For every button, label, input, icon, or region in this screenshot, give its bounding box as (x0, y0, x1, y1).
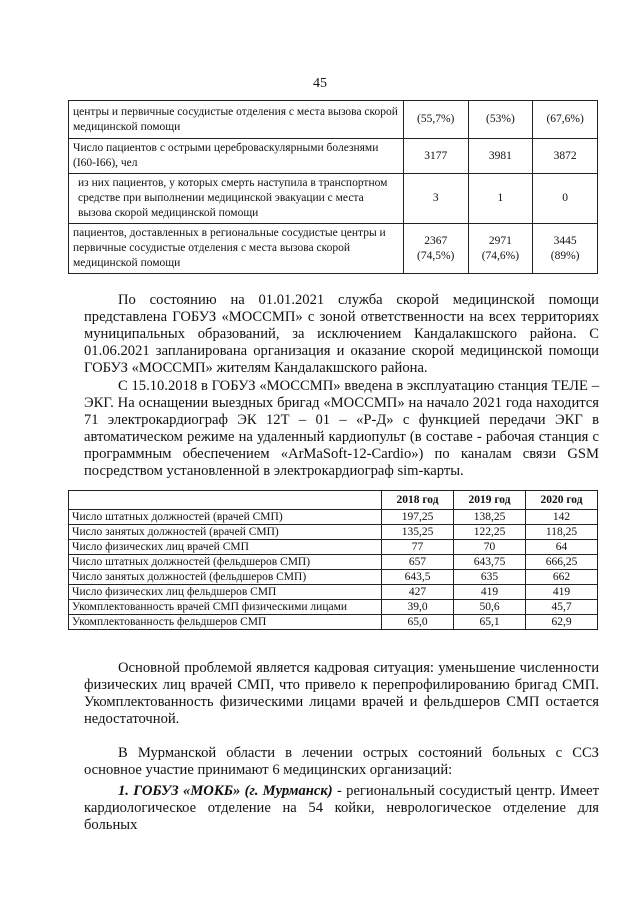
table-cell-2019: 3981 (468, 139, 533, 174)
table-cell-2019: 65,1 (454, 615, 526, 630)
table-cell-label: Число штатных должностей (фельдшеров СМП) (69, 555, 382, 570)
table-cell-2019: (53%) (468, 101, 533, 139)
cell-value: 2367 (424, 234, 448, 247)
table-cell-2018: 427 (382, 585, 454, 600)
table-cell-2019: 70 (454, 540, 526, 555)
table-row (69, 570, 598, 585)
table-cell-2018: 3177 (403, 139, 468, 174)
table-cell-2019: 50,6 (454, 600, 526, 615)
table-header-empty (69, 491, 382, 510)
table-cell-2018: 197,25 (382, 510, 454, 525)
table-cell-2019: 419 (454, 585, 526, 600)
table-cell-2020: 419 (526, 585, 598, 600)
table-cell-label: пациентов, доставленных в региональные сосудистые центры и первичные сосудистые отделения с места вызова скорой медицинской помощи (69, 224, 404, 274)
table-cell-label: Укомплектованность врачей СМП физическими лицами (69, 600, 382, 615)
table-cell-2020: 64 (526, 540, 598, 555)
paragraph-staffing-problem: Основной проблемой является кадровая ситуация: уменьшение численности физических лиц врачей СМП, что привело к перепрофилированию бригад СМП. Укомплектованность физическими лицами врачей и фельдшеров СМП остается недостаточной. (84, 660, 599, 727)
table-row (69, 174, 598, 224)
table-cell-2019 (468, 224, 533, 274)
table-cell-label: Число занятых должностей (врачей СМП) (69, 525, 382, 540)
table-cell-2020: 662 (526, 570, 598, 585)
table-cell-label: Число штатных должностей (врачей СМП) (69, 510, 382, 525)
table-cell-2018 (403, 224, 468, 274)
table-cell-2018: 39,0 (382, 600, 454, 615)
table-cell-2018: 65,0 (382, 615, 454, 630)
table-cell-label: Число пациентов с острыми цереброваскулярными болезнями (I60-I66), чел (69, 139, 404, 174)
table-cell-2020: (67,6%) (533, 101, 598, 139)
table-cell-2018: 135,25 (382, 525, 454, 540)
table-cell-2018: 643,5 (382, 570, 454, 585)
table-cell-label: центры и первичные сосудистые отделения с места вызова скорой медицинской помощи (69, 101, 404, 139)
table-cell-label: из них пациентов, у которых смерть наступила в транспортном средстве при выполнении медицинской эвакуации с места вызова скорой медицинской помощи (69, 174, 404, 224)
table-header-2019: 2019 год (454, 491, 526, 510)
table-cell-2020: 62,9 (526, 615, 598, 630)
table-cell-2020: 666,25 (526, 555, 598, 570)
table-cell-2019: 1 (468, 174, 533, 224)
table-row (69, 540, 598, 555)
table-row (69, 615, 598, 630)
table-header-2018: 2018 год (382, 491, 454, 510)
cell-percent: (74,6%) (481, 249, 520, 262)
table-row (69, 600, 598, 615)
table-cell-2020: 118,25 (526, 525, 598, 540)
table-cell-label: Укомплектованность фельдшеров СМП (69, 615, 382, 630)
table-cell-2019: 635 (454, 570, 526, 585)
table-cell-label: Число физических лиц врачей СМП (69, 540, 382, 555)
table-row (69, 585, 598, 600)
table-cell-2020: 3872 (533, 139, 598, 174)
table-cell-2018: 3 (403, 174, 468, 224)
table-header-row (69, 491, 598, 510)
paragraph-tele-ecg: С 15.10.2018 в ГОБУЗ «МОССМП» введена в эксплуатацию станция ТЕЛЕ – ЭКГ. На оснащении выездных бригад «МОССМП» на начало 2021 года находится 71 электрокардиограф ЭК 12Т – 01 – «Р-Д» с функцией передачи ЭКГ в автоматическом режиме на удаленный кардиопульт (в составе - рабочая станция с программным обеспечением «ArMaSoft-12-Cardio») по каналам связи GSM посредством установленной в электрокардиограф sim-карты. (84, 378, 599, 479)
table-cell-2020 (533, 224, 598, 274)
table-cell-label: Число занятых должностей (фельдшеров СМП) (69, 570, 382, 585)
paragraph-mokb (84, 783, 599, 834)
org-description: - региональный сосудистый центр. Имеет кардиологическое отделение на 54 койки, неврологическое отделение для больных (84, 783, 599, 833)
org-name: 1. ГОБУЗ «МОКБ» (118, 783, 241, 799)
cell-value: 2971 (488, 234, 512, 247)
cell-value: 3445 (553, 234, 577, 247)
paragraph-medical-organizations: В Мурманской области в лечении острых состояний больных с ССЗ основное участие принимают 6 медицинских организаций: (84, 745, 599, 778)
table-cell-2018: 657 (382, 555, 454, 570)
staffing-table (68, 490, 598, 630)
table-row (69, 101, 598, 139)
table-cell-2018: (55,7%) (403, 101, 468, 139)
table-cell-2018: 77 (382, 540, 454, 555)
table-row (69, 139, 598, 174)
table-header-2020: 2020 год (526, 491, 598, 510)
table-row (69, 525, 598, 540)
org-city: (г. Мурманск) (244, 783, 333, 799)
paragraph-service-coverage: По состоянию на 01.01.2021 служба скорой медицинской помощи представлена ГОБУЗ «МОССМП» с зоной ответственности на всех территориях муниципальных образований, за исключением Кандалакшского района. С 01.06.2021 запланирована организация и оказание скорой медицинской помощи ГОБУЗ «МОССМП» жителям Кандалакшского района. (84, 292, 599, 376)
table-cell-2020: 142 (526, 510, 598, 525)
page-number: 45 (313, 76, 327, 91)
table-cell-2019: 138,25 (454, 510, 526, 525)
table-cell-2020: 0 (533, 174, 598, 224)
cell-percent: (89%) (550, 249, 580, 262)
table-cell-2020: 45,7 (526, 600, 598, 615)
table-cell-2019: 643,75 (454, 555, 526, 570)
table-cell-2019: 122,25 (454, 525, 526, 540)
table-cell-label: Число физических лиц фельдшеров СМП (69, 585, 382, 600)
table-row (69, 224, 598, 274)
cell-percent: (74,5%) (417, 249, 455, 262)
table-row (69, 510, 598, 525)
table-row (69, 555, 598, 570)
stroke-patients-table (68, 100, 598, 274)
